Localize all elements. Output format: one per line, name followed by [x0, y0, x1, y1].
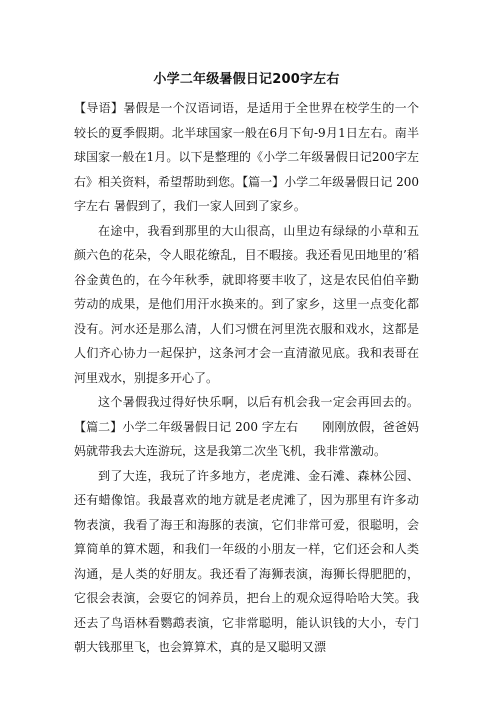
paragraph-intro: 【导语】暑假是一个汉语词语，是适用于全世界在校学生的一个较长的夏季假期。北半球国家一般在6月下旬-9月1日左右。南半球国家一般在1月。以下是整理的《小学二年级暑假日记200字左右》相关资料，希望帮助到您。【篇一】小学二年级暑假日记 200 字左右 暑假到了，我们一家人回到了家乡。	[74, 101, 419, 213]
paragraph-summer-happy: 这个暑假我过得好快乐啊，以后有机会我一定会再回去的。【篇二】小学二年级暑假日记 200 字左右 刚刚放假，爸爸妈妈就带我去大连游玩，这是我第二次坐飞机，我非常激动。	[74, 395, 419, 458]
paragraph-dalian: 到了大连，我玩了许多地方，老虎滩、金石滩、森林公园、还有蜡像馆。我最喜欢的地方就是老虎滩了，因为那里有许多动物表演，我看了海王和海豚的表演，它们非常可爱，很聪明，会算简单的算术题，和我们一年级的小朋友一样，它们还会和人类沟通，是人类的好朋友。我还看了海狮表演，海狮长得肥肥的，它很会表演，会耍它的饲养员，把台上的观众逗得哈哈大笑。我还去了鸟语林看鹦鹉表演，它非常聪明，能认识钱的大小，专门朝大钱那里飞，也会算算术，真的是又聪明又漂	[74, 468, 419, 654]
paragraph-journey: 在途中，我看到那里的大山很高，山里边有绿绿的小草和五颜六色的花朵，令人眼花缭乱，目不暇接。我还看见田地里的’稻谷金黄色的，在今年秋季，就即将要丰收了，这是农民伯伯辛勤劳动的成果，是他们用汗水换来的。到了家乡，这里一点变化都没有。河水还是那么清，人们习惯在河里洗衣服和戏水，这都是人们齐心协力一起保护，这条河才会一直清澈见底。我和表哥在河里戏水，别提多开心了。	[74, 223, 419, 385]
document-body	[74, 96, 419, 660]
document-title: 小学二年级暑假日记200字左右	[153, 72, 340, 87]
